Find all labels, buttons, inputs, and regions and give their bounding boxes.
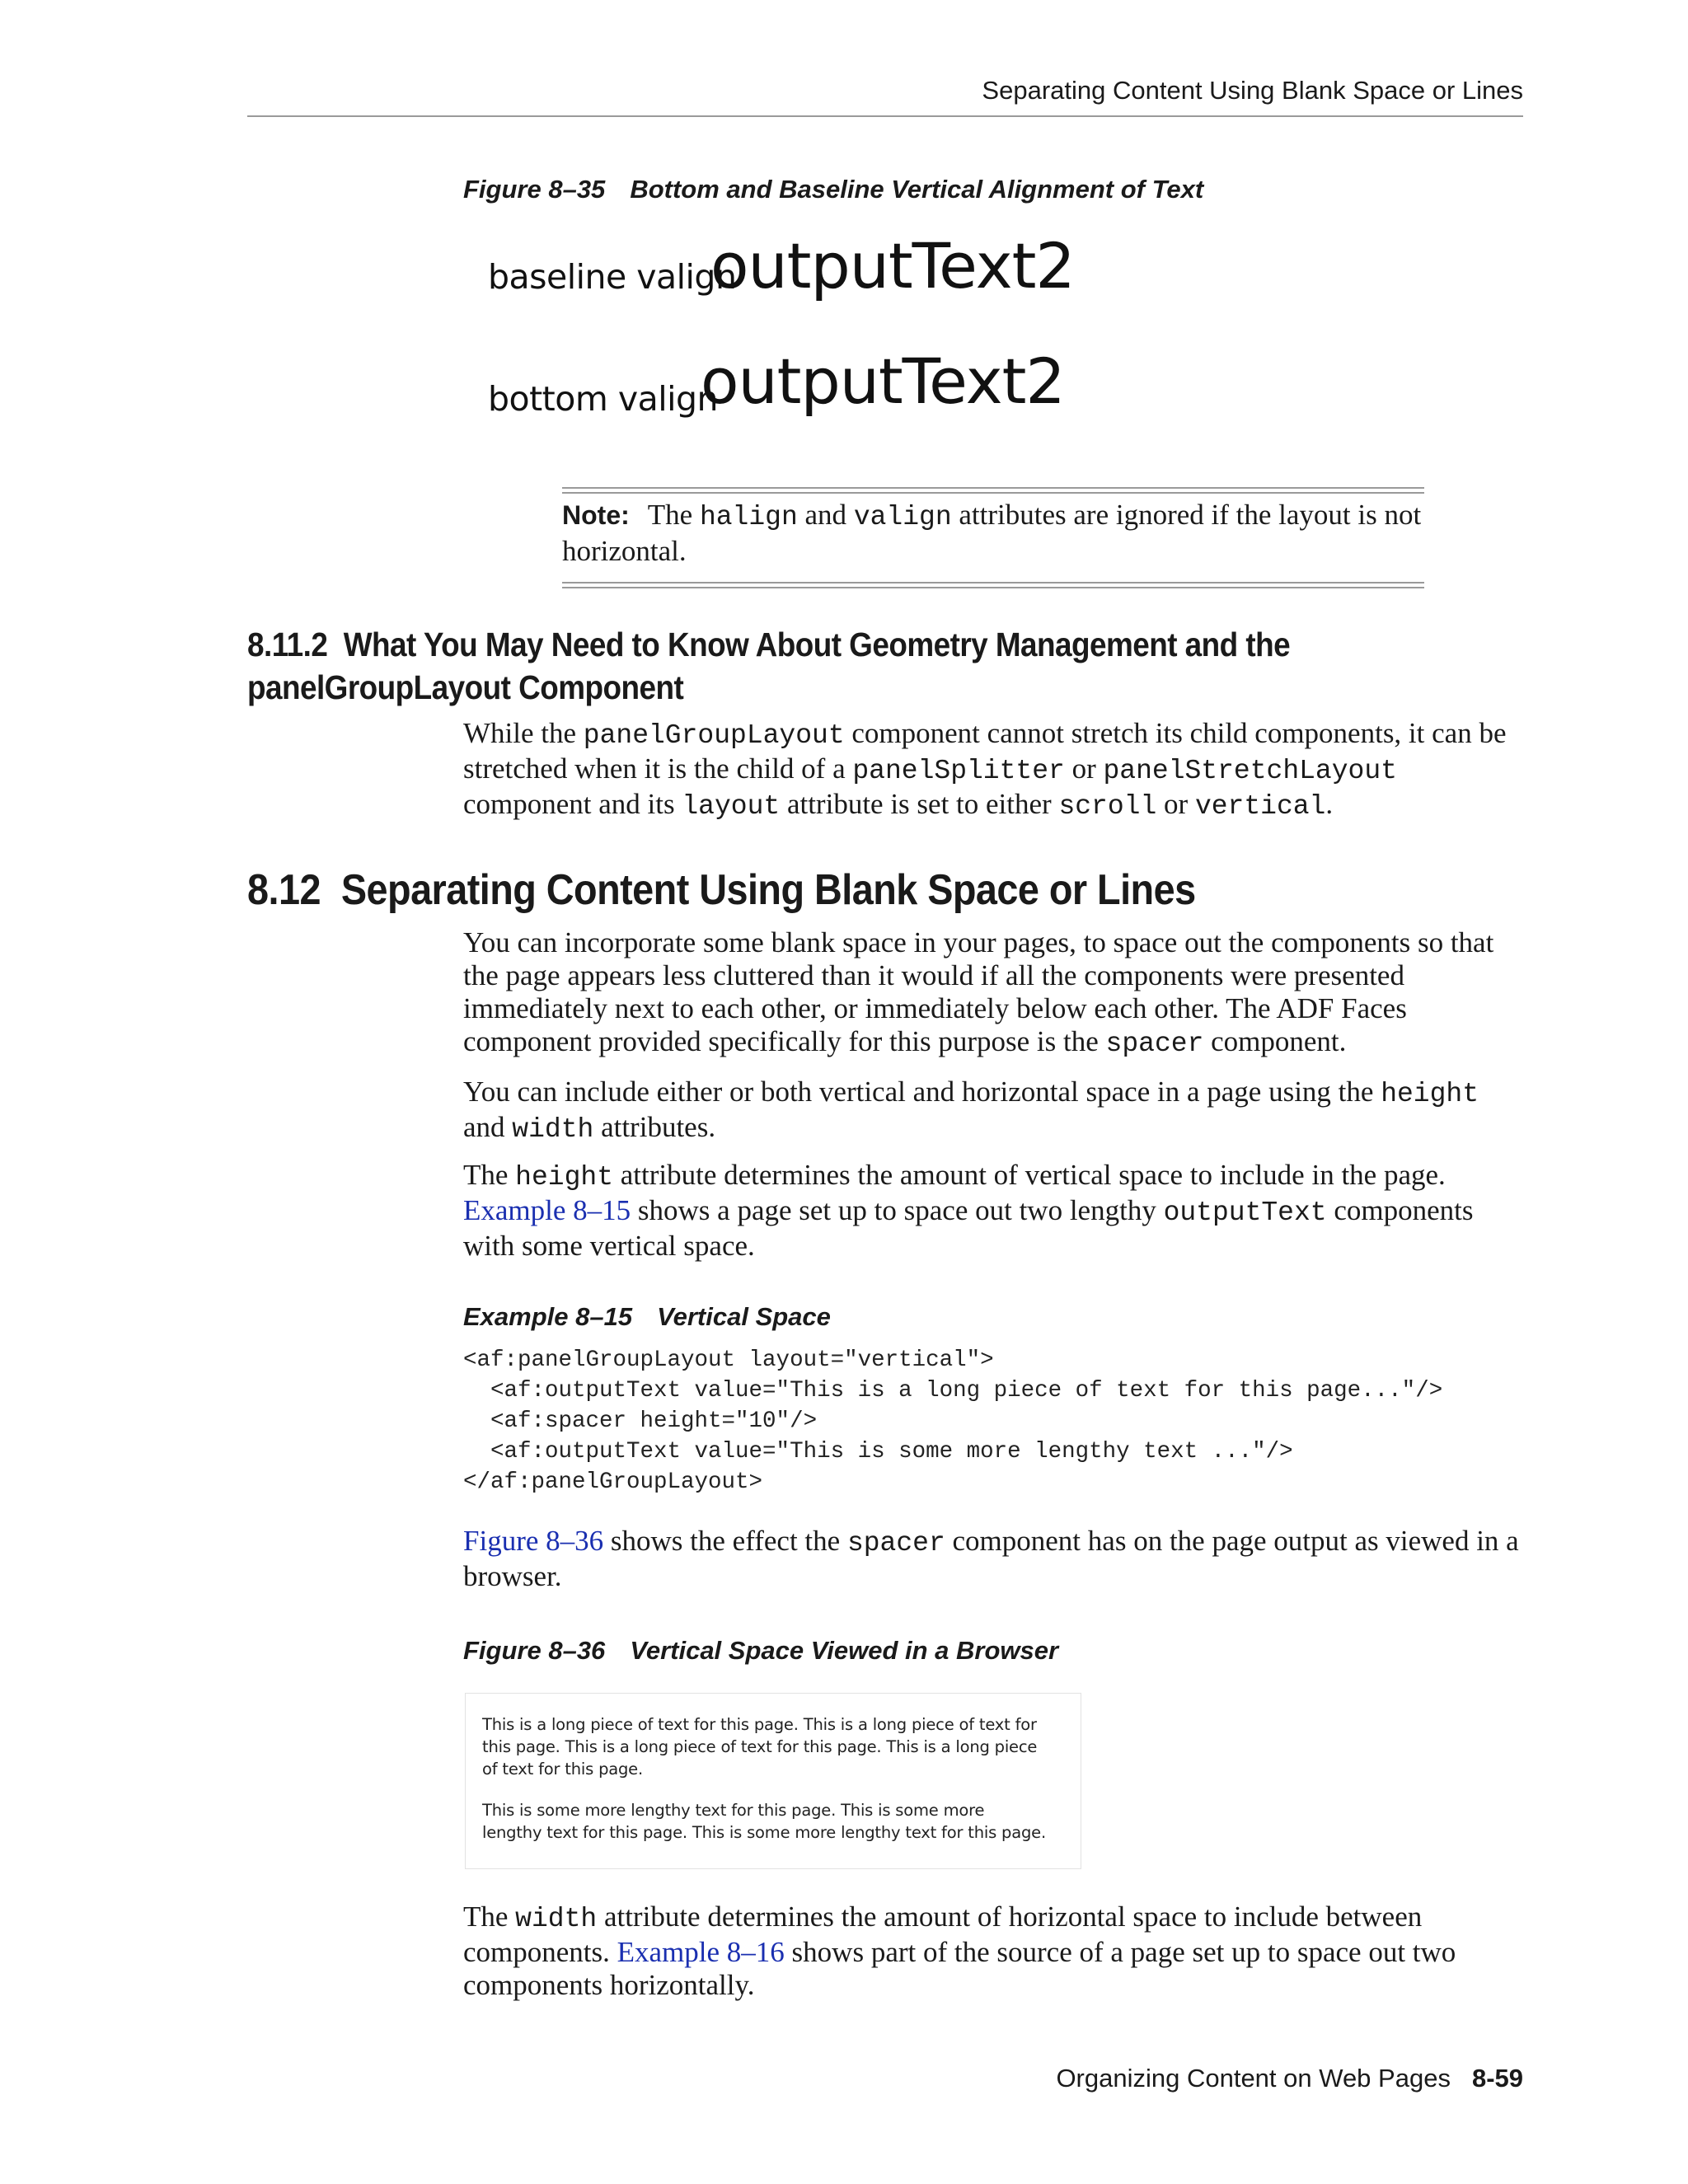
section-8-11-2-title-line1: What You May Need to Know About Geometry Management and the (343, 626, 1291, 663)
code-height: height (1381, 1079, 1479, 1109)
paragraph-figure-36-ref (463, 1525, 1526, 1593)
text: shows a page set up to space out two lengthy (631, 1194, 1164, 1226)
example-8-15-number: Example 8–15 (463, 1302, 633, 1331)
text: attributes. (593, 1111, 716, 1143)
text: component. (1203, 1025, 1347, 1057)
text: While the (463, 717, 584, 749)
text: or (1156, 788, 1195, 820)
page-footer (247, 2064, 1523, 2093)
text-line: lengthy text for this page. This is some more lengthy text for this page. (482, 1823, 1046, 1842)
text: component has on the page output as viewed in a browser. (463, 1525, 1519, 1592)
example-8-15-caption (463, 1302, 831, 1332)
code-outputtext: outputText (1163, 1197, 1327, 1228)
note-top-rule (562, 487, 1424, 494)
running-header: Separating Content Using Blank Space or Lines (982, 76, 1523, 105)
section-8-11-2-number: 8.11.2 (247, 626, 328, 663)
figure-8-36-link[interactable]: Figure 8–36 (463, 1525, 604, 1557)
figure-35-title: Bottom and Baseline Vertical Alignment of Text (630, 175, 1204, 204)
section-8-11-2-title-line2: panelGroupLayout Component (247, 668, 684, 706)
text: or (1064, 752, 1104, 785)
bottom-output-text: outputText2 (701, 344, 1065, 418)
text-line: This is some more lengthy text for this page. This is some more (482, 1801, 985, 1820)
example-8-15-title: Vertical Space (657, 1302, 831, 1331)
code-line: <af:panelGroupLayout layout="vertical"> (463, 1347, 994, 1373)
text-line: of text for this page. (482, 1760, 643, 1779)
text: component and its (463, 788, 682, 820)
example-8-15-link[interactable]: Example 8–15 (463, 1194, 631, 1226)
bottom-valign-label: bottom valign (488, 379, 718, 419)
text: . (1325, 788, 1334, 820)
text: The (463, 1900, 516, 1933)
code-vertical: vertical (1194, 791, 1326, 822)
output-text-block-2 (482, 1799, 1046, 1844)
code-layout: layout (682, 791, 781, 822)
text: The (463, 1159, 516, 1191)
text: You can incorporate some blank space in your pages, to space out the components so that the page appears less cluttered than it would if all the components were presented immediately next to each other, or immediately below each other. The ADF Faces component provided specifically for this purpose is the (463, 926, 1494, 1057)
output-text-block-1 (482, 1713, 1037, 1780)
figure-35-number: Figure 8–35 (463, 175, 606, 204)
example-8-16-link[interactable]: Example 8–16 (617, 1936, 785, 1968)
text: shows part of the source of a page set up to space out two components horizontally. (463, 1936, 1456, 2001)
note-text-3: attributes are ignored if the layout is not horizontal. (562, 499, 1422, 567)
section-8-11-2-paragraph (463, 717, 1526, 823)
note-bottom-rule (562, 582, 1424, 588)
browser-screenshot (465, 1693, 1081, 1869)
footer-chapter: Organizing Content on Web Pages (1056, 2064, 1451, 2093)
figure-35-caption (463, 175, 1203, 204)
code-line: <af:outputText value="This is some more lengthy text ..."/> (463, 1439, 1293, 1465)
section-8-12-heading (247, 865, 1508, 915)
code-width: width (515, 1904, 598, 1934)
note (562, 498, 1424, 568)
text: attribute determines the amount of horizontal space to include between components. (463, 1900, 1423, 1968)
text: components with some vertical space. (463, 1194, 1474, 1262)
section-8-12-title: Separating Content Using Blank Space or Lines (340, 866, 1196, 914)
code-line: <af:spacer height="10"/> (463, 1408, 818, 1434)
page-number: 8-59 (1471, 2064, 1523, 2093)
code-panelstretchlayout: panelStretchLayout (1103, 756, 1397, 786)
code-scroll: scroll (1058, 791, 1157, 822)
text: component cannot stretch its child components, it can be stretched when it is the child of a (463, 717, 1507, 785)
code-width: width (512, 1114, 594, 1145)
figure-36-title: Vertical Space Viewed in a Browser (630, 1636, 1059, 1665)
note-code-halign: halign (699, 502, 798, 532)
baseline-valign-label: baseline valign (488, 257, 737, 297)
paragraph-width-attribute (463, 1900, 1526, 2002)
code-spacer: spacer (1105, 1029, 1204, 1059)
code-panelsplitter: panelSplitter (852, 756, 1065, 786)
code-line: </af:panelGroupLayout> (463, 1469, 763, 1495)
paragraph-blank-space (463, 926, 1526, 1061)
note-label: Note: (562, 500, 630, 530)
figure-36-caption (463, 1636, 1058, 1666)
paragraph-height-attribute (463, 1159, 1526, 1263)
header-rule (247, 115, 1523, 117)
text: attribute is set to either (780, 788, 1059, 820)
note-text-2: and (797, 499, 854, 531)
paragraph-height-width (463, 1076, 1526, 1146)
section-8-11-2-heading (247, 623, 1508, 709)
text: You can include either or both vertical and horizontal space in a page using the (463, 1076, 1381, 1108)
figure-36-number: Figure 8–36 (463, 1636, 606, 1665)
code-height: height (515, 1162, 613, 1193)
text: attribute determines the amount of vertical space to include in the page. (613, 1159, 1446, 1191)
code-line: <af:outputText value="This is a long piece of text for this page..."/> (463, 1378, 1443, 1404)
text: and (463, 1111, 513, 1143)
baseline-output-text: outputText2 (710, 229, 1075, 302)
code-panelgrouplayout: panelGroupLayout (583, 720, 845, 751)
note-code-valign: valign (853, 502, 952, 532)
code-spacer: spacer (846, 1528, 945, 1558)
text-line: This is a long piece of text for this page. This is a long piece of text for (482, 1715, 1037, 1734)
note-text-1: The (647, 499, 700, 531)
text-line: this page. This is a long piece of text for this page. This is a long piece (482, 1737, 1038, 1756)
text: shows the effect the (603, 1525, 847, 1557)
section-8-12-number: 8.12 (247, 866, 321, 914)
